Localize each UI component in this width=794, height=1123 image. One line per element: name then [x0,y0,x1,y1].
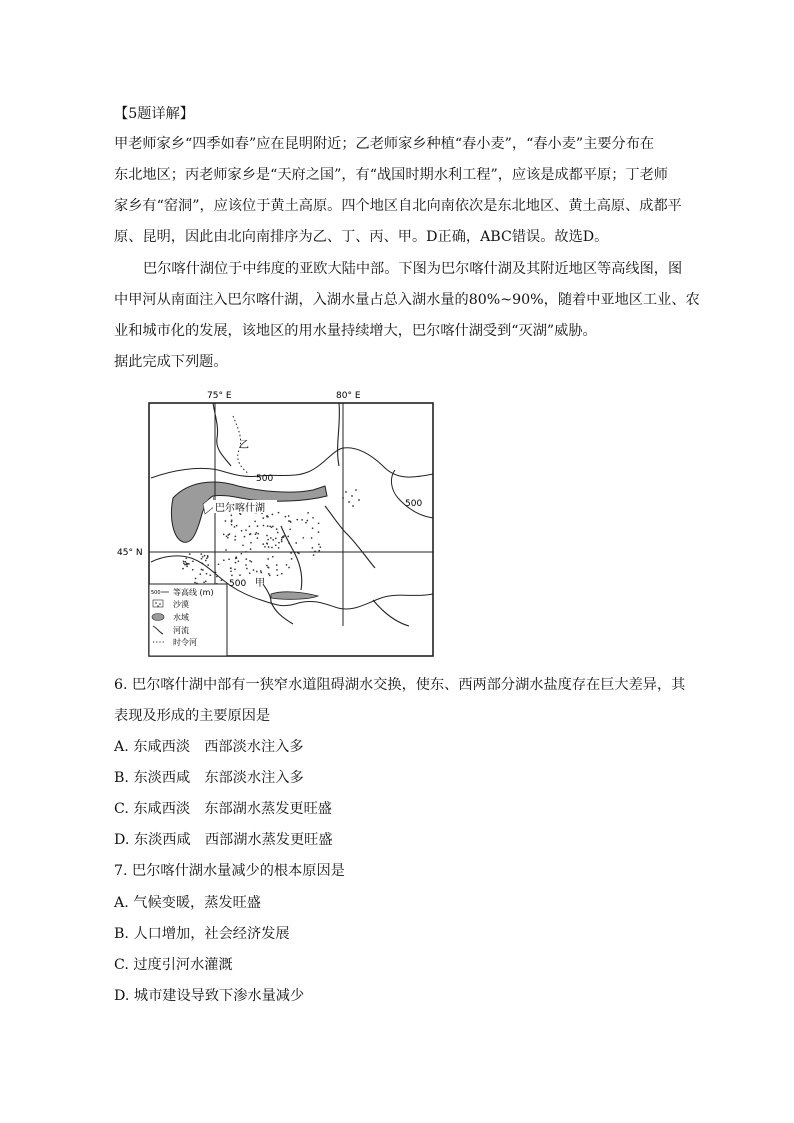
lon-label-80e: 80° E [336,391,361,401]
passage-line: 中甲河从南面注入巴尔喀什湖，入湖水量占总入湖水量的80%~90%，随着中亚地区工业、农 [114,292,700,308]
svg-text:时令河: 时令河 [173,638,197,647]
q6-option-b[interactable]: B. 东淡西咸 东部淡水注入多 [114,770,304,786]
q7-option-d[interactable]: D. 城市建设导致下渗水量减少 [114,988,305,1004]
section-title: 【5题详解】 [114,106,194,122]
q6-stem-line: 表现及形成的主要原因是 [114,708,271,724]
explanation-line: 原、昆明，因此由北向南排序为乙、丁、丙、甲。D正确，ABC错误。故选D。 [114,229,609,245]
svg-text:水域: 水域 [173,613,189,622]
passage-line: 巴尔喀什湖位于中纬度的亚欧大陆中部。下图为巴尔喀什湖及其附近地区等高线图，图 [143,261,683,277]
contour-label: 500 [405,499,423,509]
lake-label: 巴尔喀什湖 [215,503,265,514]
svg-text:河流: 河流 [173,626,189,635]
q6-stem-line: 6. 巴尔喀什湖中部有一狭窄水道阻碍湖水交换，使东、西两部分湖水盐度存在巨大差异，其 [114,677,686,693]
q7-option-c[interactable]: C. 过度引河水灌溉 [114,957,233,973]
lat-label-45n: 45° N [117,548,143,558]
contour-label: 500 [229,579,247,589]
place-label-yi: 乙 [239,440,249,451]
explanation-line: 甲老师家乡“四季如春”应在昆明附近；乙老师家乡种植“春小麦”，“春小麦”主要分布在 [114,136,655,152]
q7-stem: 7. 巴尔喀什湖水量减少的根本原因是 [114,863,345,879]
q7-option-a[interactable]: A. 气候变暖，蒸发旺盛 [114,895,261,911]
explanation-line: 东北地区；丙老师家乡是“天府之国”，有“战国时期水利工程”，应该是成都平原；丁老师 [114,167,668,183]
lon-label-75e: 75° E [207,391,232,401]
balkhash-contour-map [117,386,436,660]
explanation-line: 家乡有“窑洞”，应该位于黄土高原。四个地区自北向南依次是东北地区、黄土高原、成都平 [114,198,682,214]
q6-option-a[interactable]: A. 东咸西淡 西部淡水注入多 [114,739,304,755]
q6-option-d[interactable]: D. 东淡西咸 西部湖水蒸发更旺盛 [114,832,333,848]
contour-label: 500 [256,474,274,484]
q7-option-b[interactable]: B. 人口增加，社会经济发展 [114,926,290,942]
passage-line: 据此完成下列题。 [114,354,228,370]
svg-text:500: 500 [151,590,161,596]
passage-line: 业和城市化的发展，该地区的用水量持续增大，巴尔喀什湖受到“灭湖”威胁。 [114,323,597,339]
svg-text:等高线 (m): 等高线 (m) [173,588,214,597]
svg-text:沙漠: 沙漠 [173,600,189,609]
q6-option-c[interactable]: C. 东咸西淡 东部湖水蒸发更旺盛 [114,801,332,817]
place-label-jia: 甲 [255,578,265,589]
